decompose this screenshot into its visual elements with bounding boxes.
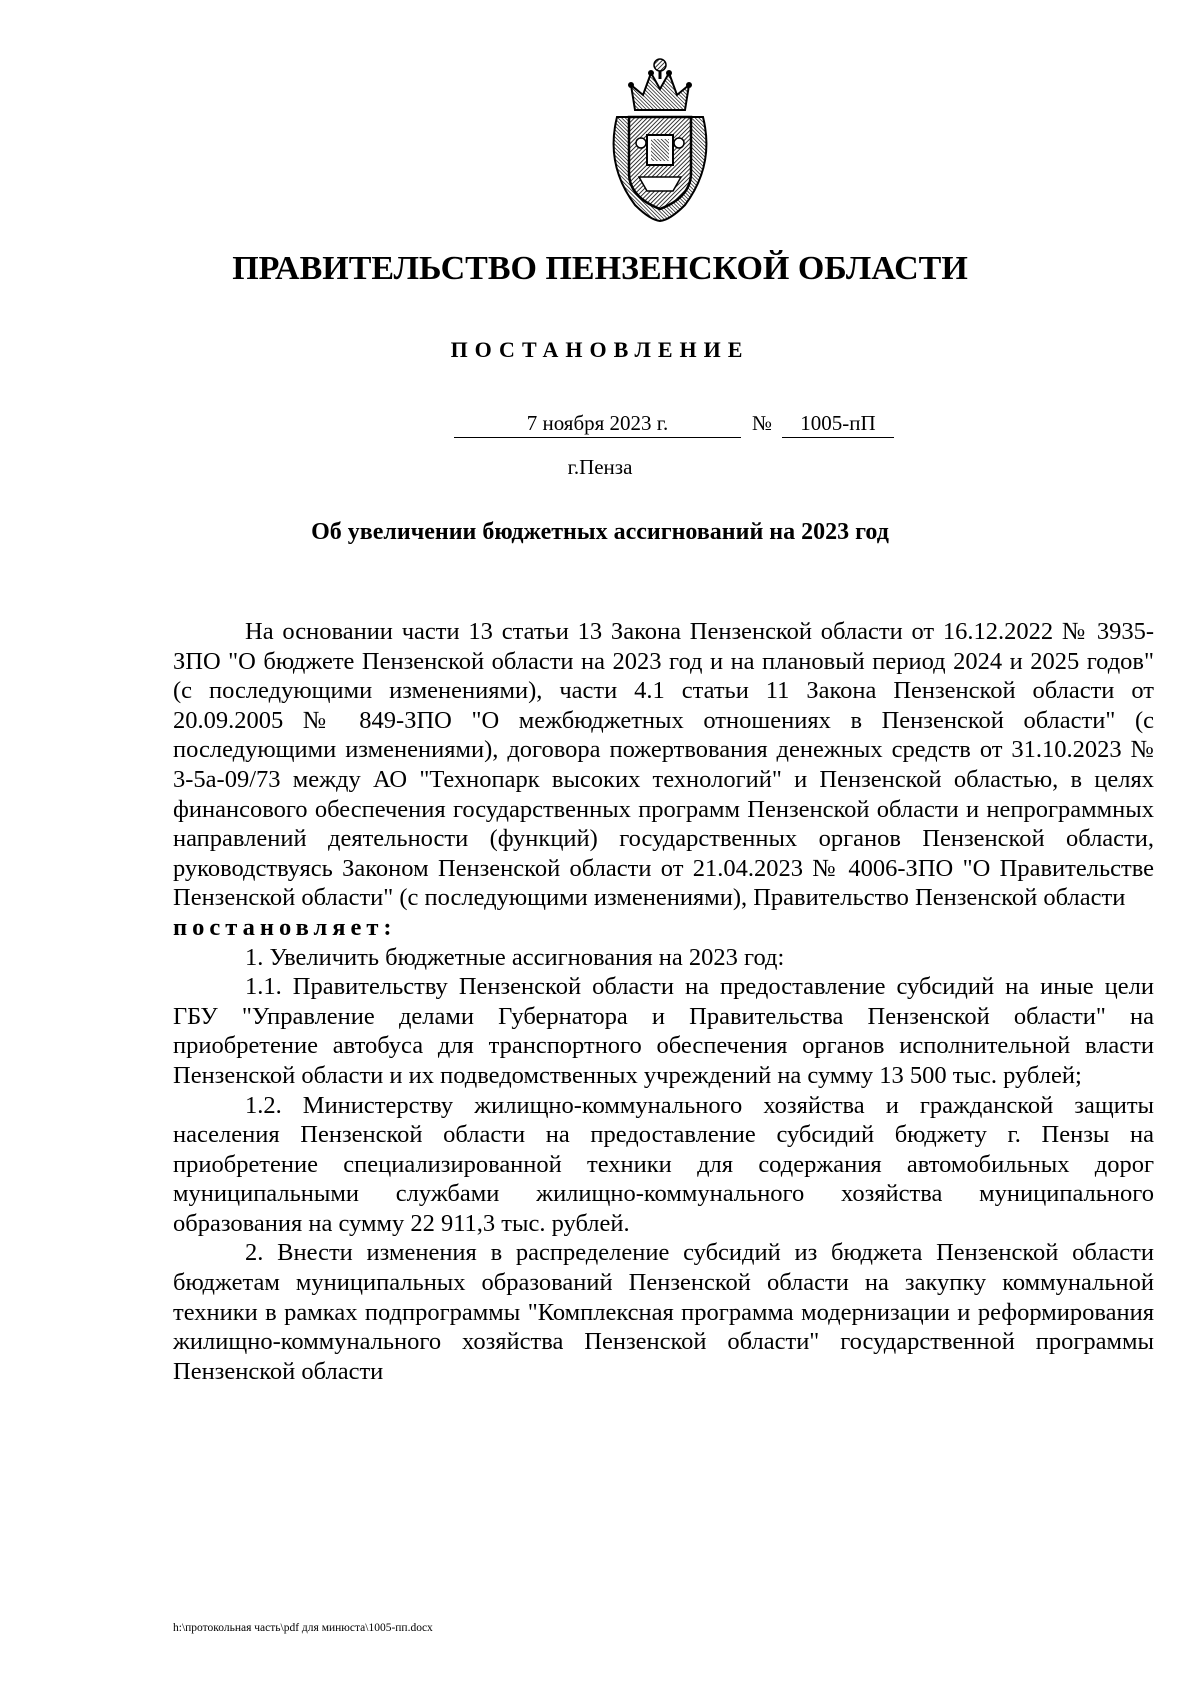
resolve-paragraph [173, 913, 1154, 943]
document-title: Об увеличении бюджетных ассигнований на 2023 год [311, 519, 889, 545]
preamble-paragraph: На основании части 13 статьи 13 Закона Пензенской области от 16.12.2022 № 3935-ЗПО "О бюджете Пензенской области на 2023 год и на плановый период 2024 и 2025 годов" (с последующими изменениями), части 4.1 статьи 11 Закона Пензенской области от 20.09.2005 № 849-ЗПО "О межбюджетных отношениях в Пензенской области" (с последующими изменениями), договора пожертвования денежных средств от 31.10.2023 № 3-5а-09/73 между АО "Технопарк высоких технологий" и Пензенской областью, в целях финансового обеспечения государственных программ Пензенской области и непрограммных направлений деятельности (функций) государственных органов Пензенской области, руководствуясь Законом Пензенской области от 21.04.2023 № 4006-ЗПО "О Правительстве Пензенской области" (с последующими изменениями), Правительство Пензенской области [173, 618, 1154, 912]
paragraph-1-2: 1.2. Министерству жилищно-коммунального хозяйства и гражданской защиты населения Пензенской области на предоставление субсидий бюджету г. Пензы на приобретение специализированной техники для содержания автомобильных дорог муниципальными службами жилищно-коммунального хозяйства муниципального образования на сумму 22 911,3 тыс. рублей. [173, 1091, 1154, 1237]
resolves-word: постановляет: [173, 913, 397, 941]
city: г.Пенза [567, 455, 633, 479]
number-sign: № [752, 411, 773, 435]
government-name: ПРАВИТЕЛЬСТВО ПЕНЗЕНСКОЙ ОБЛАСТИ [232, 250, 968, 287]
pensa-region-coat-of-arms-icon [595, 55, 725, 225]
document-type: ПОСТАНОВЛЕНИЕ [450, 337, 750, 362]
footer-file-path: h:\протокольная часть\pdf для минюста\1005-пп.docx [173, 1622, 433, 1634]
paragraph-1: 1. Увеличить бюджетные ассигнования на 2023 год: [245, 943, 785, 971]
document-date: 7 ноября 2023 г. [454, 411, 741, 438]
document-number: 1005-пП [782, 411, 894, 438]
document-body [173, 617, 1154, 1386]
paragraph-1-1: 1.1. Правительству Пензенской области на предоставление субсидий на иные цели ГБУ "Управление делами Губернатора и Правительства Пензенской области" на приобретение автобуса для транспортного обеспечения органов исполнительной власти Пензенской области и их подведомственных учреждений на сумму 13 500 тыс. рублей; [173, 973, 1154, 1089]
paragraph-2: 2. Внести изменения в распределение субсидий из бюджета Пензенской области бюджетам муниципальных образований Пензенской области на закупку коммунальной техники в рамках подпрограммы "Комплексная программа модернизации и реформирования жилищно-коммунального хозяйства Пензенской области" государственной программы Пензенской области [173, 1239, 1154, 1385]
